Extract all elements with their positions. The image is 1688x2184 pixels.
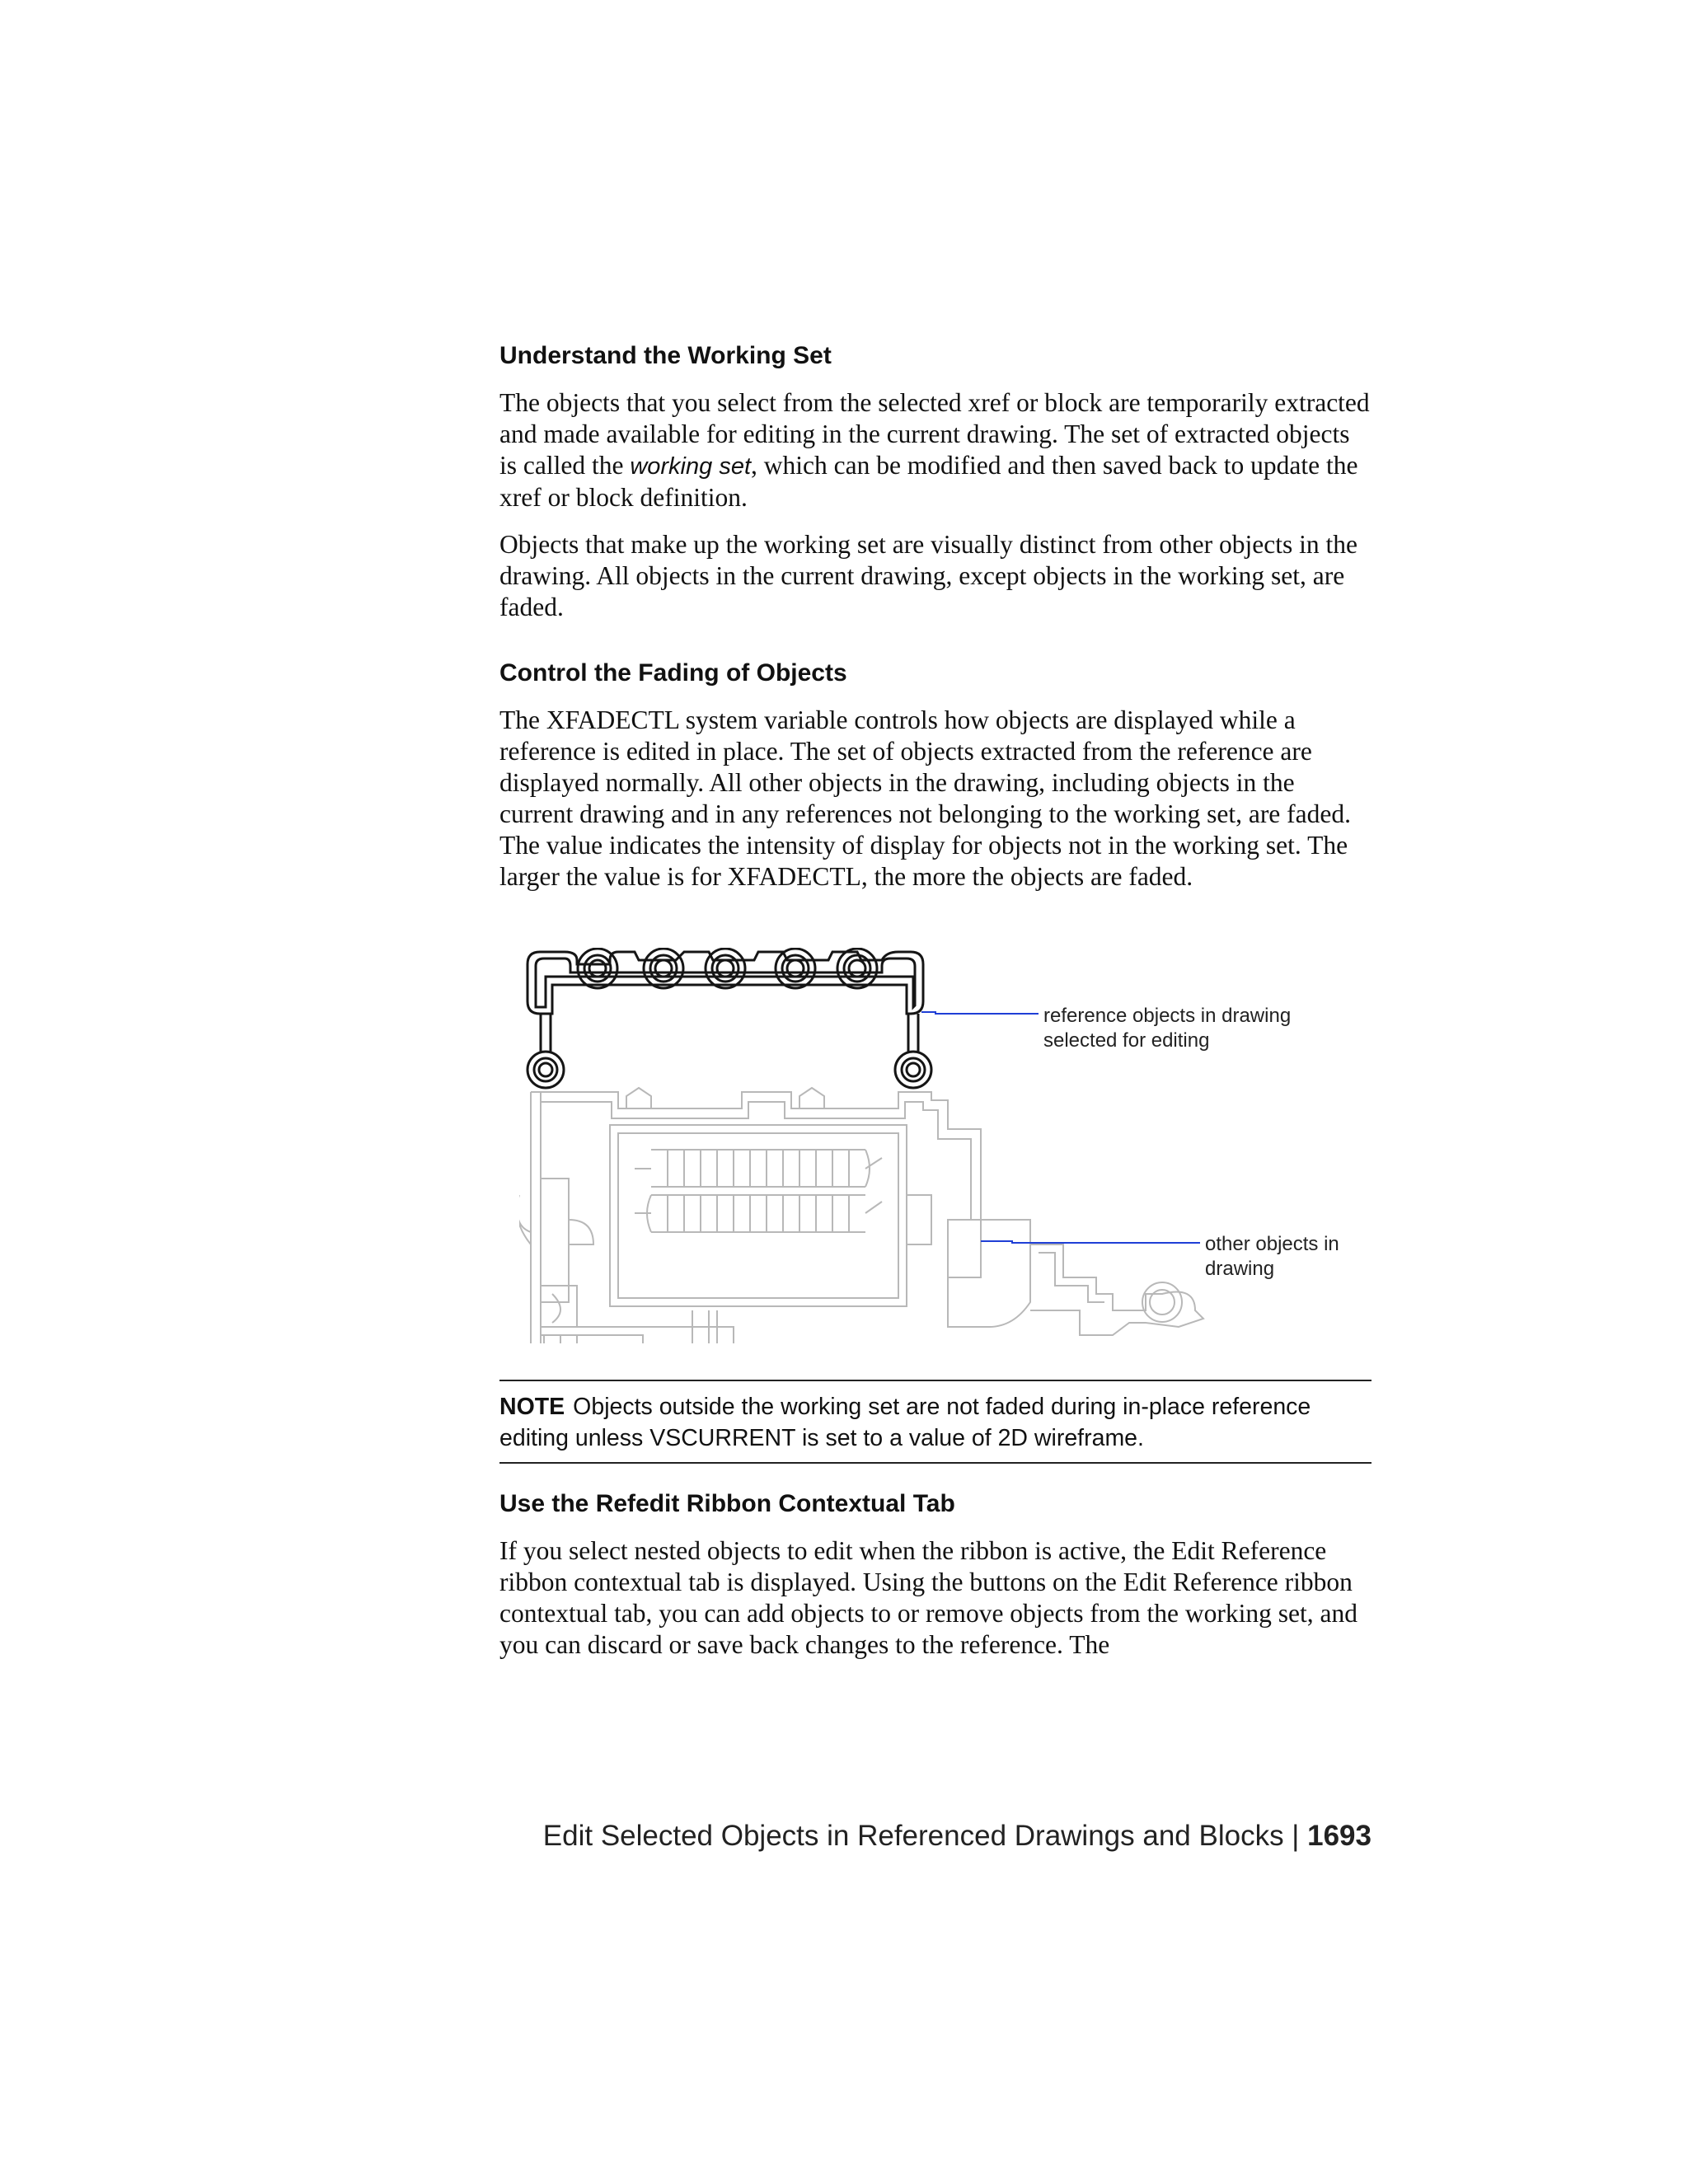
note-text: Objects outside the working set are not faded during in-place reference editing unless VSCURRENT is set to a value of 2D wireframe. [499, 1394, 1311, 1451]
heading-working-set: Understand the Working Set [499, 342, 832, 369]
note-box [499, 1380, 1372, 1464]
paragraph-working-set-2: Objects that make up the working set are visually distinct from other objects in the drawing. All objects in the current drawing, except objects in the working set, are faded. [499, 530, 1357, 621]
paragraph-working-set-1 [499, 387, 1372, 513]
label-other-objects-line2: drawing [1205, 1258, 1275, 1280]
heading-fading: Control the Fading of Objects [499, 659, 847, 687]
paragraph-working-set-1-start: The objects that you select from the selected xref or block are temporarily extracted and made available for editing in the current drawing. The set of extracted objects is called the [499, 388, 1370, 480]
heading-refedit: Use the Refedit Ribbon Contextual Tab [499, 1490, 955, 1517]
paragraph-working-set-1-end: , which can be modified and then saved back to update the xref or block definition. [499, 451, 1358, 512]
footer-title: Edit Selected Objects in Referenced Drawings and Blocks | [542, 1820, 1300, 1852]
label-reference-objects-line2: selected for editing [1043, 1029, 1210, 1052]
paragraph-refedit: If you select nested objects to edit when the ribbon is active, the Edit Reference ribbon contextual tab is displayed. Using the buttons on the Edit Reference ribbon contextual tab, you can add objects to or remove objects from the working set, and you can discard or save back changes to the reference. The [499, 1536, 1357, 1659]
stair-steps [635, 1150, 882, 1232]
faded-objects [519, 1088, 1203, 1343]
note-label: NOTE [499, 1394, 565, 1420]
page-footer [499, 1817, 1372, 1855]
page-number: 1693 [1307, 1820, 1372, 1852]
label-other-objects-line1: other objects in [1205, 1233, 1339, 1255]
paragraph-fading: The XFADECTL system variable controls how objects are displayed while a reference is edited in place. The set of objects extracted from the reference are displayed normally. All other objects in the drawing, including objects in the current drawing and in any references not belonging to the working set, are faded. The value indicates the intensity of display for objects not in the working set. The larger the value is for XFADECTL, the more the objects are faded. [499, 705, 1351, 891]
floor-plan-figure [519, 948, 1376, 1360]
term-working-set: working set [630, 453, 751, 480]
label-reference-objects-line1: reference objects in drawing [1043, 1005, 1292, 1027]
selected-reference-objects [528, 949, 931, 1088]
